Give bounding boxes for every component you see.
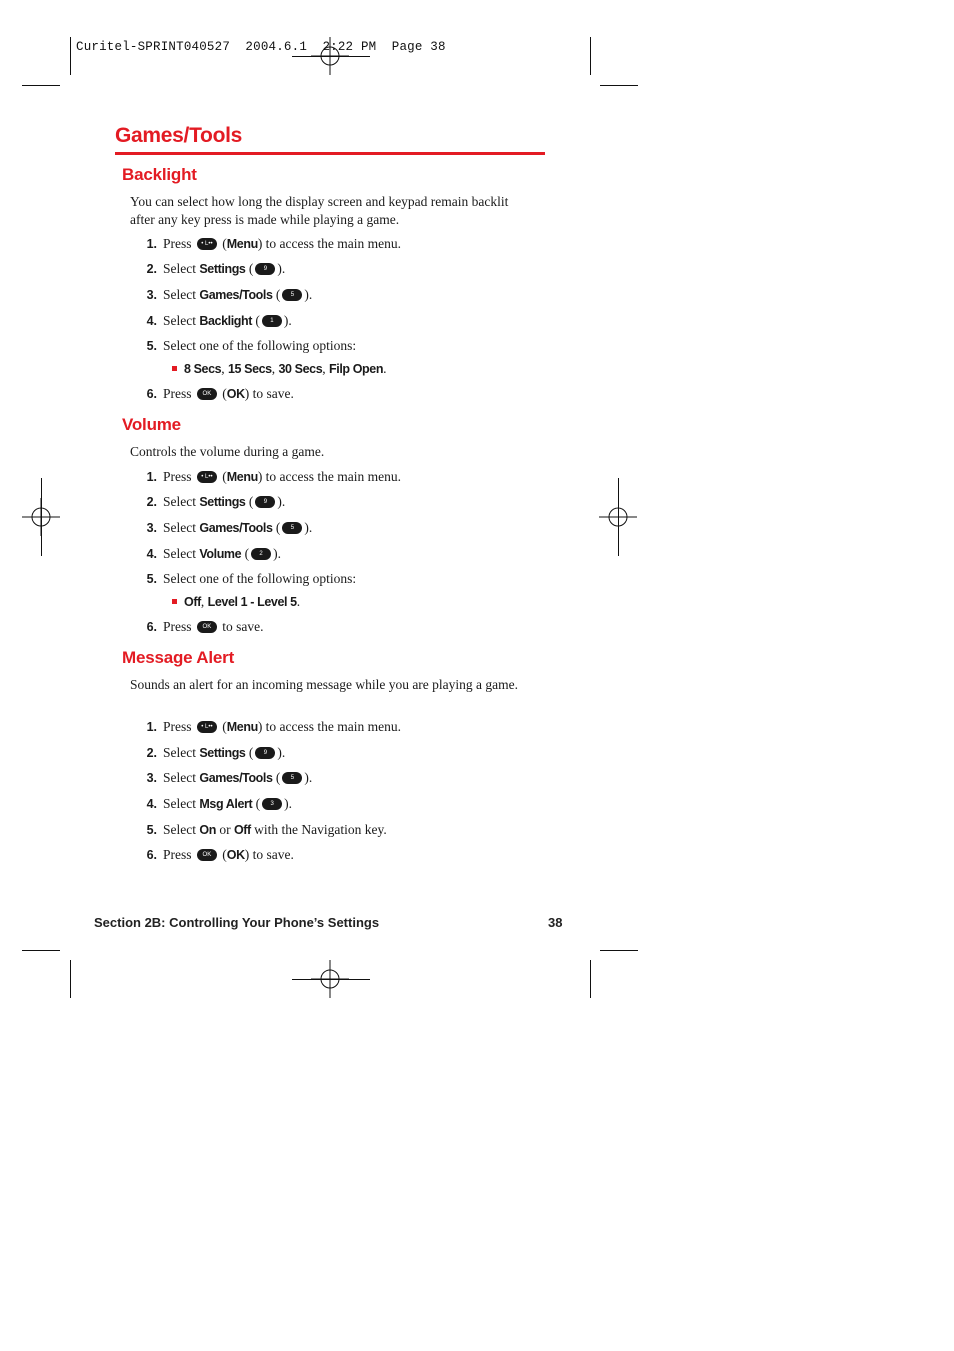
- section-intro-backlight: You can select how long the display screen and keypad remain backlit after any key press is made while playing a game.: [130, 194, 509, 227]
- menu-key-icon: • L••: [197, 238, 217, 250]
- section-intro-message-alert: Sounds an alert for an incoming message while you are playing a game.: [130, 677, 519, 692]
- section-heading-volume: Volume: [122, 415, 181, 434]
- settings-key-icon: 9: [255, 496, 275, 508]
- step-item: 4. Select Backlight ( 1 ).: [146, 313, 292, 328]
- print-slug: Curitel-SPRINT040527 2004.6.1 2:22 PM Page 38: [76, 40, 446, 54]
- crop-mark: [70, 960, 71, 998]
- step-item: 6. Press OK to save.: [146, 619, 264, 634]
- step-item: 2. Select Settings ( 9 ).: [146, 745, 286, 760]
- ok-key-icon: OK: [197, 388, 217, 400]
- bullet-square-icon: [172, 366, 177, 371]
- crop-mark: [292, 56, 370, 57]
- crop-mark: [41, 478, 42, 556]
- step-item: 1. Press • L•• (Menu) to access the main menu.: [146, 469, 402, 484]
- step-item: 6. Press OK (OK) to save.: [146, 847, 294, 862]
- msg-alert-key-icon: 3: [262, 798, 282, 810]
- section-heading-backlight: Backlight: [122, 165, 197, 184]
- step-item: 4. Select Msg Alert ( 3 ).: [146, 796, 293, 811]
- ok-key-icon: OK: [197, 849, 217, 861]
- footer-page-number: 38: [548, 915, 563, 930]
- crop-mark: [70, 37, 71, 75]
- games-key-icon: 5: [282, 289, 302, 301]
- menu-key-icon: • L••: [197, 721, 217, 733]
- page-title: Games/Tools: [115, 124, 243, 147]
- options-bullet: Off, Level 1 - Level 5.: [172, 593, 300, 611]
- step-item: 6. Press OK (OK) to save.: [146, 386, 294, 401]
- section-intro-volume: Controls the volume during a game.: [130, 444, 325, 459]
- step-item: 1. Press • L•• (Menu) to access the main menu.: [146, 719, 402, 734]
- backlight-key-icon: 1: [262, 315, 282, 327]
- step-item: 1. Press • L•• (Menu) to access the main menu.: [146, 236, 402, 251]
- ok-key-icon: OK: [197, 621, 217, 633]
- crop-mark: [600, 85, 638, 86]
- crop-mark: [292, 979, 370, 980]
- options-bullet: 8 Secs, 15 Secs, 30 Secs, Filp Open.: [172, 360, 386, 378]
- step-item: 3. Select Games/Tools ( 5 ).: [146, 770, 313, 785]
- volume-key-icon: 2: [251, 548, 271, 560]
- bullet-square-icon: [172, 599, 177, 604]
- step-item: 5. Select On or Off with the Navigation key.: [146, 822, 387, 837]
- step-item: 5. Select one of the following options:: [146, 571, 357, 586]
- step-item: 5. Select one of the following options:: [146, 338, 357, 353]
- crop-mark: [590, 960, 591, 998]
- footer-section-title: Section 2B: Controlling Your Phone’s Settings: [94, 915, 380, 930]
- games-key-icon: 5: [282, 522, 302, 534]
- crop-mark: [618, 478, 619, 556]
- games-key-icon: 5: [282, 772, 302, 784]
- menu-key-icon: • L••: [197, 471, 217, 483]
- step-item: 4. Select Volume ( 2 ).: [146, 546, 281, 561]
- section-heading-message-alert: Message Alert: [122, 648, 235, 667]
- crop-mark: [600, 950, 638, 951]
- title-rule: [115, 152, 545, 155]
- settings-key-icon: 9: [255, 747, 275, 759]
- step-item: 2. Select Settings ( 9 ).: [146, 261, 286, 276]
- step-item: 3. Select Games/Tools ( 5 ).: [146, 520, 313, 535]
- settings-key-icon: 9: [255, 263, 275, 275]
- crop-mark: [22, 950, 60, 951]
- crop-mark: [22, 85, 60, 86]
- step-item: 3. Select Games/Tools ( 5 ).: [146, 287, 313, 302]
- crop-mark: [590, 37, 591, 75]
- step-item: 2. Select Settings ( 9 ).: [146, 494, 286, 509]
